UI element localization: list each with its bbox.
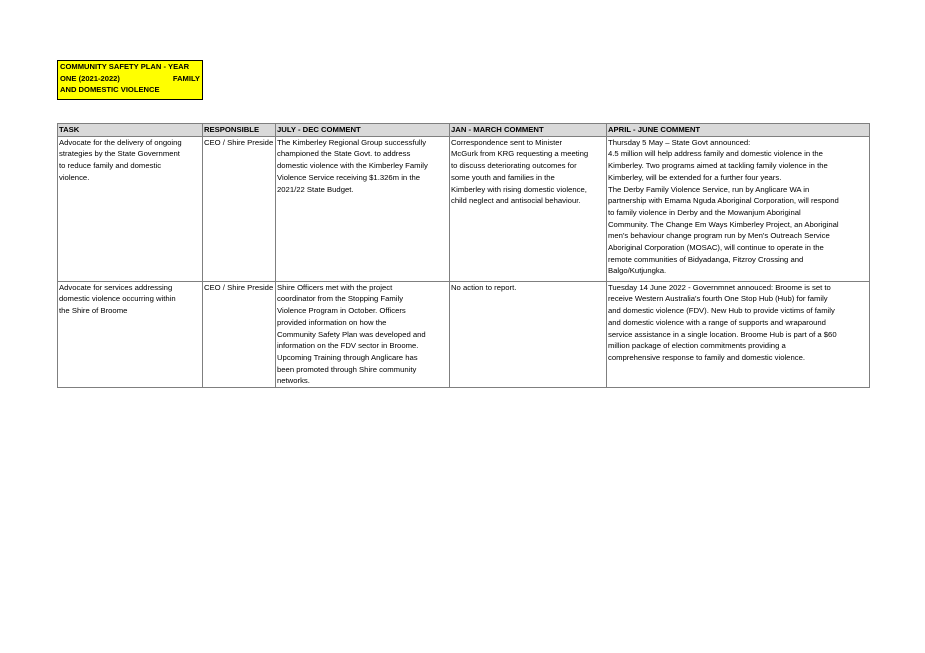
task-cell: Advocate for services addressing domestic violence occurring within the Shire of Broome (58, 281, 203, 387)
header-responsible: RESPONSIBLE (203, 124, 276, 137)
jan-mar-comment-cell: No action to report. (450, 281, 607, 387)
community-safety-table (57, 123, 870, 388)
responsible-cell: CEO / Shire Preside (203, 281, 276, 387)
apr-jun-comment-cell: Tuesday 14 June 2022 - Governmnet annouced: Broome is set to receive Western Australia's fourth One Stop Hub (Hub) for family and domestic violence (FDV). New Hub to provide victims of family and domestic violence with a range of supports and wraparound service assistance in a single location. Broome Hub is part of a $60 million package of election commitments providing a comprehensive response to family and domestic violence. (607, 281, 870, 387)
responsible-cell: CEO / Shire Preside (203, 136, 276, 281)
apr-jun-comment-cell: Thursday 5 May – State Govt announced: 4.5 million will help address family and domestic violence in the Kimberley. Two programs aimed at tackling family violence in the Kimberley, will be extended for a further four years. The Derby Family Violence Service, run by Anglicare WA in partnership with Emama Nguda Aboriginal Corporation, will respond to family violence in Derby and the Mowanjum Aboriginal Community. The Change Em Ways Kimberley Project, an Aboriginal men's behaviour change program run by Men's Outreach Service Aboriginal Corporation (MOSAC), will continue to operate in the remote communities of Bidyadanga, Fitzroy Crossing and Balgo/Kutjungka. (607, 136, 870, 281)
table-header-row (58, 124, 870, 137)
title-line-3: AND DOMESTIC VIOLENCE (60, 85, 160, 94)
header-apr-jun: APRIL - JUNE COMMENT (607, 124, 870, 137)
jan-mar-comment-cell: Correspondence sent to Minister McGurk from KRG requesting a meeting to discuss deteriorating outcomes for some youth and families in the Kimberley with rising domestic violence, child neglect and antisocial behaviour. (450, 136, 607, 281)
task-cell: Advocate for the delivery of ongoing strategies by the State Government to reduce family and domestic violence. (58, 136, 203, 281)
title-line-1: COMMUNITY SAFETY PLAN - YEAR (60, 62, 190, 71)
jul-dec-comment-cell: Shire Officers met with the project coordinator from the Stopping Family Violence Program in October. Officers provided information on how the Community Safety Plan was developed and information on the FDV sector in Broome. Upcoming Training through Anglicare has been promoted through Shire community networks. (276, 281, 450, 387)
plan-title (57, 60, 203, 100)
header-jan-mar: JAN - MARCH COMMENT (450, 124, 607, 137)
header-jul-dec: JULY - DEC COMMENT (276, 124, 450, 137)
header-task: TASK (58, 124, 203, 137)
table-row (58, 136, 870, 281)
title-line-2: ONE (2021-2022) FAMILY (60, 73, 200, 83)
jul-dec-comment-cell: The Kimberley Regional Group successfully championed the State Govt. to address domestic violence with the Kimberley Family Violence Service receiving $1.326m in the 2021/22 State Budget. (276, 136, 450, 281)
table-row (58, 281, 870, 387)
